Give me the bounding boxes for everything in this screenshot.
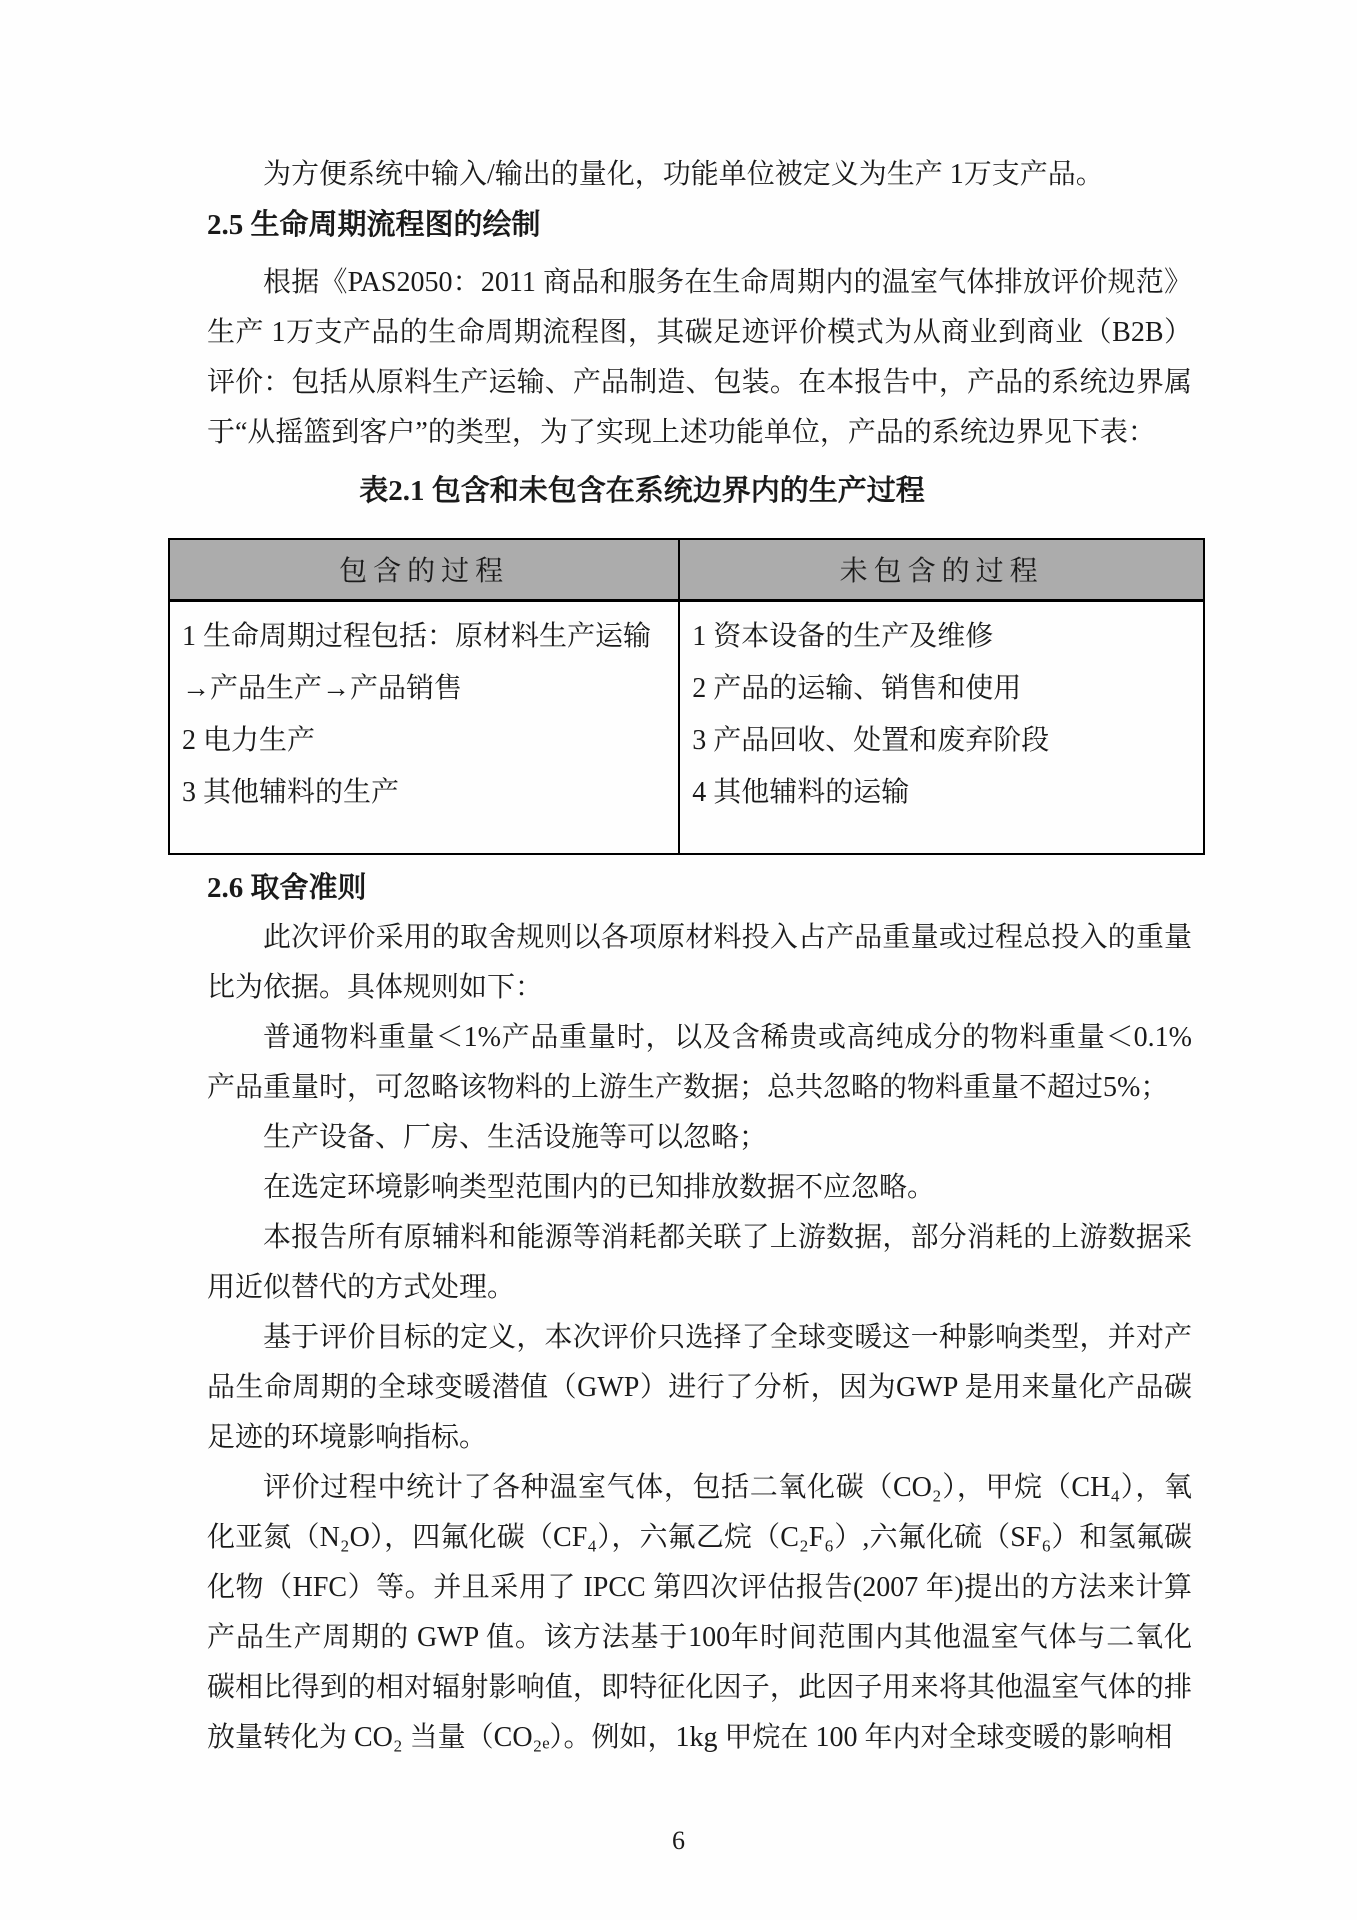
table-header-excluded: 未包含的过程 <box>679 539 1204 600</box>
intro-paragraph: 为方便系统中输入/输出的量化，功能单位被定义为生产 1万支产品。 <box>263 159 1104 190</box>
section-2-6-paragraph-7: 评价过程中统计了各种温室气体，包括二氧化碳（CO₂），甲烷（CH₄），氧化亚氮（N₂O），四氟化碳（CF₄），六氟乙烷（C₂F₆）,六氟化硫（SF₆）和氢氟碳化物（HFC）等。并且采用了 IPCC 第四次评估报告(2007 年)提出的方法来计算产品生产周期的 GWP 值。该方法基于100年时间范围内其他温室气体与二氧化碳相比得到的相对辐射影响值，即特征化因子，此因子用来将其他温室气体的排放量转化为 CO₂ 当量（CO₂ₑ）。例如，1kg 甲烷在 100 年内对全球变暖的影响相 <box>207 1471 1192 1753</box>
section-2-6-paragraph-5: 本报告所有原辅料和能源等消耗都关联了上游数据，部分消耗的上游数据采用近似替代的方式处理。 <box>207 1221 1192 1303</box>
section-2-5-paragraph: 根据《PAS2050：2011 商品和服务在生命周期内的温室气体排放评价规范》生产 1万支产品的生命周期流程图，其碳足迹评价模式为从商业到商业（B2B）评价：包括从原料生产运输、产品制造、包装。在本报告中，产品的系统边界属于“从摇篮到客户”的类型，为了实现上述功能单位，产品的系统边界见下表： <box>207 267 1192 448</box>
excluded-line-1: 1 资本设备的生产及维修 <box>692 620 994 652</box>
section-2-6-paragraph-1: 此次评价采用的取舍规则以各项原材料投入占产品重量或过程总投入的重量比为依据。具体规则如下： <box>207 921 1192 1003</box>
table-body-row <box>169 600 1204 854</box>
included-processes-cell <box>169 600 679 854</box>
excluded-processes-cell <box>679 600 1204 854</box>
included-line-1: 1 生命周期过程包括：原材料生产运输 <box>182 620 652 652</box>
table-header-row <box>169 539 1204 600</box>
table-header-included: 包含的过程 <box>169 539 679 600</box>
system-boundary-table <box>168 538 1205 855</box>
section-2-6-paragraph-4: 在选定环境影响类型范围内的已知排放数据不应忽略。 <box>263 1171 936 1203</box>
included-line-4: 3 其他辅料的生产 <box>182 776 400 808</box>
excluded-line-4: 4 其他辅料的运输 <box>692 776 910 808</box>
section-heading-2-6: 2.6 取舍准则 <box>207 871 367 904</box>
page-number: 6 <box>672 1826 685 1855</box>
excluded-line-2: 2 产品的运输、销售和使用 <box>692 672 1022 704</box>
table-title: 表2.1 包含和未包含在系统边界内的生产过程 <box>359 475 925 507</box>
section-2-6-paragraph-6: 基于评价目标的定义，本次评价只选择了全球变暖这一种影响类型，并对产品生命周期的全球变暖潜值（GWP）进行了分析，因为GWP 是用来量化产品碳足迹的环境影响指标。 <box>207 1321 1192 1453</box>
section-2-6-paragraph-2: 普通物料重量＜1%产品重量时，以及含稀贵或高纯成分的物料重量＜0.1%产品重量时，可忽略该物料的上游生产数据；总共忽略的物料重量不超过5%； <box>207 1021 1192 1103</box>
excluded-line-3: 3 产品回收、处置和废弃阶段 <box>692 724 1050 756</box>
included-line-2: →产品生产→产品销售 <box>182 672 463 704</box>
included-line-3: 2 电力生产 <box>182 724 316 756</box>
page-content <box>182 150 1192 1763</box>
section-2-6-paragraph-3: 生产设备、厂房、生活设施等可以忽略； <box>263 1121 768 1153</box>
section-heading-2-5: 2.5 生命周期流程图的绘制 <box>207 209 541 241</box>
